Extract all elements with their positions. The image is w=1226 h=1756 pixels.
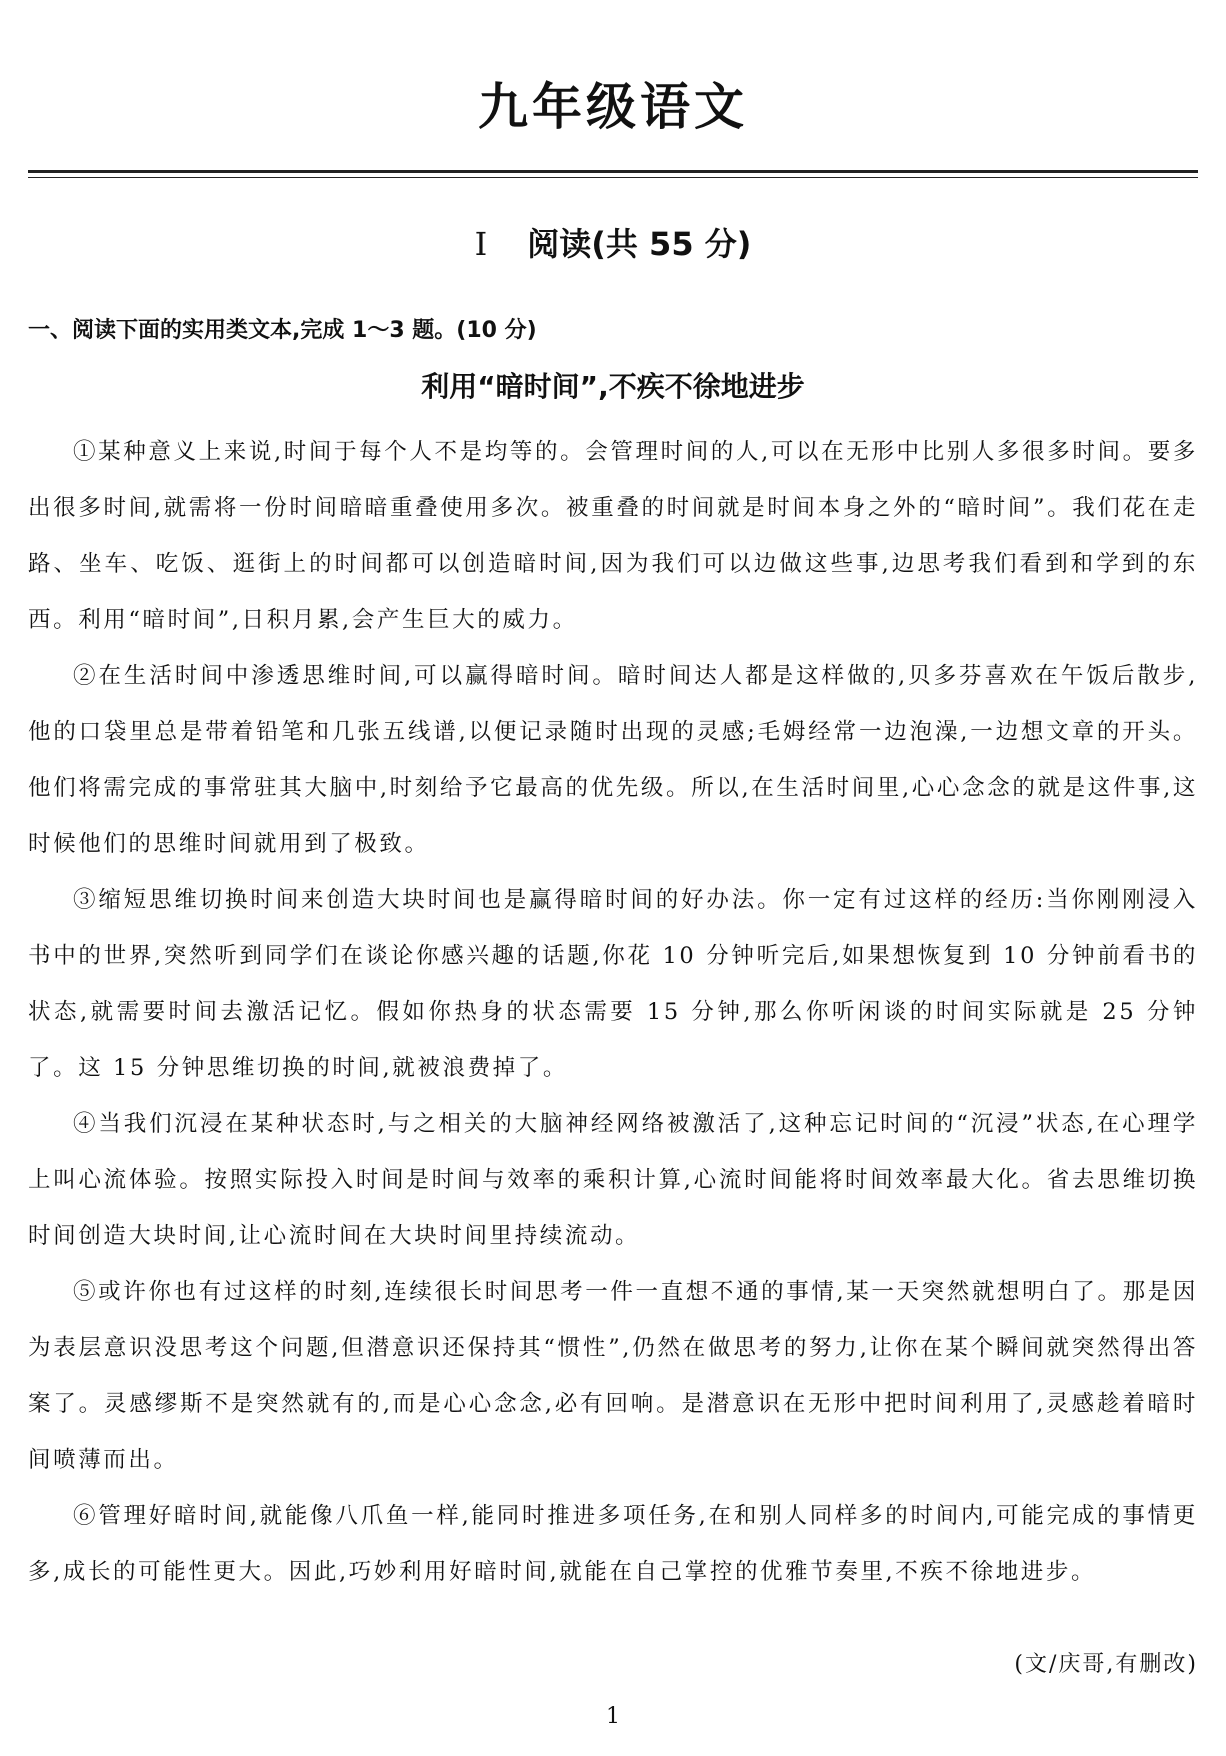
article-source: (文/庆哥,有删改) xyxy=(1014,1652,1198,1677)
page-number: 1 xyxy=(606,1704,620,1729)
section-heading xyxy=(0,222,1226,266)
section-numeral: I xyxy=(474,225,488,263)
section-heading-text: 阅读(共 55 分) xyxy=(527,225,752,263)
question-intro: 一、阅读下面的实用类文本,完成 1～3 题。(10 分) xyxy=(28,318,537,343)
title-rule-thin xyxy=(28,177,1198,178)
title-rule-thick xyxy=(28,170,1198,173)
article-body xyxy=(28,424,1198,1600)
article-title: 利用“暗时间”,不疾不徐地进步 xyxy=(421,370,805,403)
article-paragraph-3: ③缩短思维切换时间来创造大块时间也是赢得暗时间的好办法。你一定有过这样的经历:当你刚刚浸入书中的世界,突然听到同学们在谈论你感兴趣的话题,你花 10 分钟听完后,如果想恢复到 10 分钟前看书的状态,就需要时间去激活记忆。假如你热身的状态需要 15 分钟,那么你听闲谈的时间实际就是 25 分钟了。这 15 分钟思维切换的时间,就被浪费掉了。 xyxy=(28,887,1198,1081)
document-title: 九年级语文 xyxy=(478,78,748,136)
article-paragraph-1: ①某种意义上来说,时间于每个人不是均等的。会管理时间的人,可以在无形中比别人多很多时间。要多出很多时间,就需将一份时间暗暗重叠使用多次。被重叠的时间就是时间本身之外的“暗时间”。我们花在走路、坐车、吃饭、逛街上的时间都可以创造暗时间,因为我们可以边做这些事,边思考我们看到和学到的东西。利用“暗时间”,日积月累,会产生巨大的威力。 xyxy=(28,439,1198,633)
article-paragraph-4: ④当我们沉浸在某种状态时,与之相关的大脑神经网络被激活了,这种忘记时间的“沉浸”状态,在心理学上叫心流体验。按照实际投入时间是时间与效率的乘积计算,心流时间能将时间效率最大化。省去思维切换时间创造大块时间,让心流时间在大块时间里持续流动。 xyxy=(28,1111,1198,1249)
article-paragraph-5: ⑤或许你也有过这样的时刻,连续很长时间思考一件一直想不通的事情,某一天突然就想明白了。那是因为表层意识没思考这个问题,但潜意识还保持其“惯性”,仍然在做思考的努力,让你在某个瞬间就突然得出答案了。灵感缪斯不是突然就有的,而是心心念念,必有回响。是潜意识在无形中把时间利用了,灵感趁着暗时间喷薄而出。 xyxy=(28,1279,1198,1473)
article-paragraph-6: ⑥管理好暗时间,就能像八爪鱼一样,能同时推进多项任务,在和别人同样多的时间内,可能完成的事情更多,成长的可能性更大。因此,巧妙利用好暗时间,就能在自己掌控的优雅节奏里,不疾不徐地进步。 xyxy=(28,1503,1198,1585)
article-paragraph-2: ②在生活时间中渗透思维时间,可以赢得暗时间。暗时间达人都是这样做的,贝多芬喜欢在午饭后散步,他的口袋里总是带着铅笔和几张五线谱,以便记录随时出现的灵感;毛姆经常一边泡澡,一边想文章的开头。他们将需完成的事常驻其大脑中,时刻给予它最高的优先级。所以,在生活时间里,心心念念的就是这件事,这时候他们的思维时间就用到了极致。 xyxy=(28,663,1198,857)
